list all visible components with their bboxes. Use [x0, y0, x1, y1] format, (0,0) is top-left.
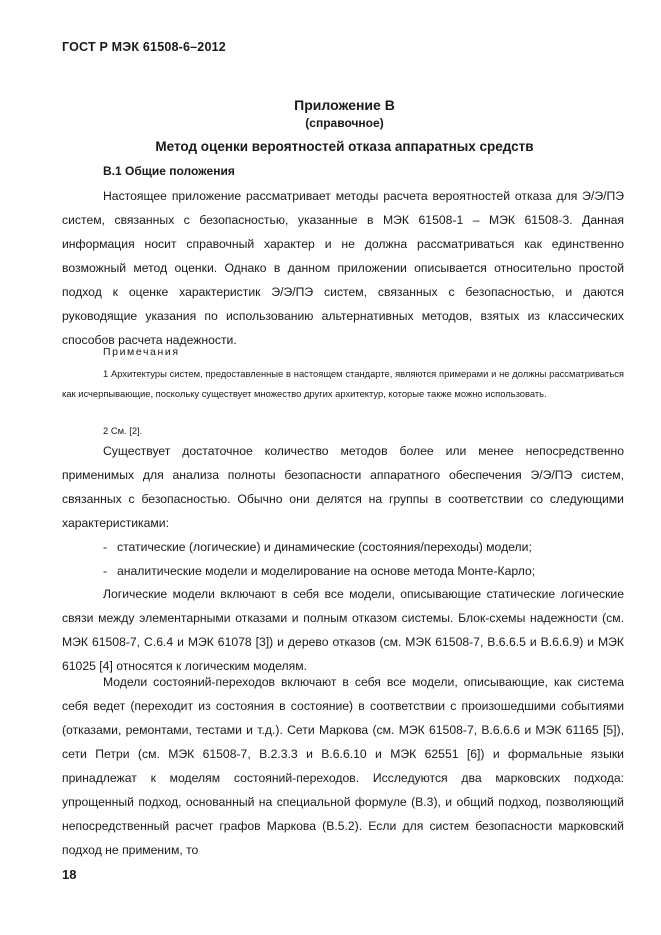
paragraph-text: Настоящее приложение рассматривает методы расчета вероятностей отказа для Э/Э/ПЭ систем, связанных с безопасностью, указанные в МЭК 61508-1 – МЭК 61508-3. Данная информация носит справочный характер и не должна рассматриваться как единственно возможный метод оценки. Однако в данном приложении описывается относительно простой подход к оценке характеристик Э/Э/ПЭ систем, связанных с безопасностью, и даются руководящие указания по использованию альтернативных методов, взятых из классических способов расчета надежности.	[62, 189, 624, 347]
bullet-list	[103, 535, 624, 583]
paragraph-text: Логические модели включают в себя все модели, описывающие статические логические связи между элементарными отказами и полным отказом системы. Блок-схемы надежности (см. МЭК 61508-7, С.6.4 и МЭК 61078 [3]) и дерево отказов (см. МЭК 61508-7, В.6.6.5 и В.6.6.9) и МЭК 61025 [4] относятся к логическим моделям.	[62, 587, 624, 673]
appendix-title: Приложение В	[294, 97, 395, 113]
notes-heading: Примечания	[103, 346, 180, 358]
list-item	[103, 535, 624, 559]
list-item-text: статические (логические) и динамические (состояния/переходы) модели;	[117, 540, 532, 554]
note-2: 2 См. [2].	[103, 425, 143, 436]
paragraph-state-models	[62, 670, 624, 862]
running-header: ГОСТ Р МЭК 61508-6–2012	[62, 40, 226, 54]
method-title: Метод оценки вероятностей отказа аппаратных средств	[155, 139, 534, 154]
paragraph-text: Существует достаточное количество методов более или менее непосредственно применимых для анализа полноты безопасности аппаратного обеспечения Э/Э/ПЭ систем, связанных с безопасностью. Обычно они делятся на группы в соответствии со следующими характеристиками:	[62, 444, 624, 530]
paragraph-text: Модели состояний-переходов включают в себя все модели, описывающие, как система себя ведет (переходит из состояния в состояние) в соответствии с произошедшими событиями (отказами, ремонтами, тестами и т.д.). Сети Маркова (см. МЭК 61508-7, В.6.6.6 и МЭК 61165 [5]), сети Петри (см. МЭК 61508-7, В.2.3.3 и В.6.6.10 и МЭК 62551 [6]) и формальные языки принадлежат к моделям состояний-переходов. Исследуются два марковских подхода: упрощенный подход, основанный на специальной формуле (В.3), и общий подход, позволяющий непосредственный расчет графов Маркова (В.5.2). Если для систем безопасности марковский подход не применим, то	[62, 675, 624, 857]
bullet-dash: -	[103, 564, 108, 578]
appendix-subtitle: (справочное)	[305, 116, 384, 130]
paragraph-intro	[62, 184, 624, 352]
bullet-dash: -	[103, 540, 108, 554]
section-title: В.1 Общие положения	[103, 164, 235, 178]
page-number: 18	[62, 867, 77, 882]
list-item	[103, 559, 624, 583]
list-item-text: аналитические модели и моделирование на основе метода Монте-Карло;	[117, 564, 536, 578]
paragraph-methods	[62, 439, 624, 535]
note-1	[62, 364, 624, 404]
paragraph-logical-models	[62, 582, 624, 678]
note-1-text: 1 Архитектуры систем, предоставленные в настоящем стандарте, являются примерами и не должны рассматриваться как исчерпывающие, поскольку существует множество других архитектур, которые также можно использовать.	[62, 368, 624, 399]
